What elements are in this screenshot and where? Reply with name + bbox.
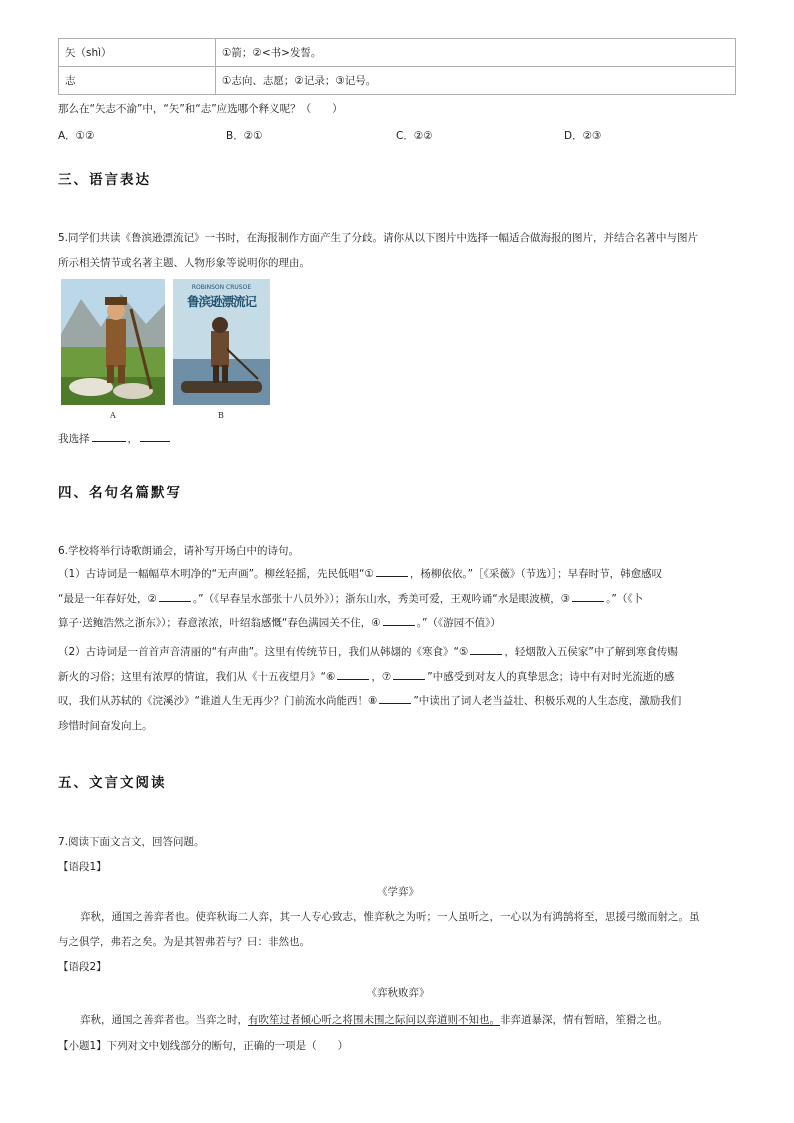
seg1-line-2: 与之俱学，弗若之矣。为是其智弗若与？曰：非然也。 (58, 936, 310, 948)
option-c[interactable]: C．②② (396, 130, 433, 142)
q6-p2-text: 新火的习俗；这里有浓厚的情谊，我们从《十五夜望月》“⑥ (58, 670, 336, 683)
q6-p1-text: “最是一年春好处，② (58, 592, 157, 605)
table-cell-term: 矢（shì） (59, 39, 216, 67)
q6-p2-text: 叹，我们从苏轼的《浣溪沙》“谁道人生无再少？门前流水尚能西！⑧ (58, 695, 378, 707)
blank-6[interactable] (337, 669, 369, 680)
option-a[interactable]: A．①② (58, 130, 95, 142)
q5-line-2: 所示相关情节或名著主题、人物形象等说明你的理由。 (58, 257, 310, 269)
q6-p2-text: （2）古诗词是一首首声音清丽的“有声曲”。这里有传统节日，我们从韩翃的《寒食》“⑤ (58, 646, 469, 658)
caption-a: A (110, 411, 116, 420)
answer-prefix: 我选择 (58, 433, 90, 445)
seg2-underlined-text: 有吹笙过者倾心听之将围未围之际问以弈道则不知也。 (248, 1014, 500, 1026)
seg2-label: 【语段2】 (58, 961, 107, 973)
seg1-title: 《学弈》 (377, 886, 419, 898)
answer-separator: ， (127, 433, 138, 445)
blank-7[interactable] (393, 669, 425, 680)
table-row (59, 67, 736, 95)
book-title: 鲁滨逊漂流记 (186, 294, 256, 309)
poster-image-a[interactable] (61, 279, 165, 405)
poster-image-b[interactable] (173, 279, 270, 405)
q7-intro: 7.阅读下面文言文，回答问题。 (58, 836, 205, 848)
blank-5[interactable] (470, 644, 502, 655)
q6-p1-text: （1）古诗词是一幅幅草木明净的“无声画”。柳丝轻摇，先民低唱“① (58, 568, 374, 580)
q6-intro: 6.学校将举行诗歌朗诵会，请补写开场白中的诗句。 (58, 545, 300, 557)
blank-3[interactable] (572, 591, 604, 602)
option-d[interactable]: D．②③ (564, 130, 602, 142)
q5-line-1: 5.同学们共读《鲁滨逊漂流记》一书时，在海报制作方面产生了分歧。请你从以下图片中选择一幅适合做海报的图片，并结合名著中与图片 (58, 232, 699, 244)
book-subtitle: ROBINSON CRUSOE (191, 284, 252, 291)
q6-p2-text: 珍惜时间奋发向上。 (58, 719, 153, 732)
option-b[interactable]: B．②① (226, 130, 263, 142)
blank-1[interactable] (376, 566, 408, 577)
answer-blank-1[interactable] (92, 431, 126, 442)
section-heading-5: 五、文言文阅读 (58, 775, 167, 791)
q5-answer-line (58, 431, 172, 446)
blank-2[interactable] (159, 591, 191, 602)
sub-question-1: 【小题1】下列对文中划线部分的断句，正确的一项是（ ） (58, 1040, 349, 1052)
q6-p1-text: 算子·送鲍浩然之浙东》）；春意浓浓，叶绍翁感慨“春色满园关不住，④ (58, 617, 381, 629)
table-cell-meaning: ①志向、志愿；②记录；③记号。 (216, 67, 736, 95)
answer-blank-2[interactable] (140, 431, 170, 442)
q6-p1-text: ，杨柳依依。”［《采薇》（节选）］；早春时节，韩愈感叹 (409, 568, 663, 580)
seg1-label: 【语段1】 (58, 861, 107, 873)
blank-8[interactable] (379, 693, 411, 704)
table-row (59, 39, 736, 67)
q6-p2-text: ，⑦ (371, 670, 392, 683)
caption-b: B (218, 411, 224, 420)
section-heading-4: 四、名句名篇默写 (58, 485, 182, 501)
q6-p1-text: 。”（《早春呈水部张十八员外》）；浙东山水，秀美可爱，王观吟诵“水是眼波横，③ (192, 592, 571, 605)
q6-p1-text: 。”（《游园不值》） (416, 617, 501, 629)
q6-p2-text: ”中读出了词人老当益壮、积极乐观的人生态度，激励我们 (413, 695, 682, 707)
q6-p2-text: ，轻烟散入五侯家”中了解到寒食传赐 (504, 646, 678, 658)
seg2-line (80, 1012, 668, 1027)
seg2-text: 弈秋，通国之善弈者也。当弈之时， (80, 1014, 248, 1026)
glossary-table (58, 38, 736, 95)
q6-paragraph-1 (58, 562, 738, 636)
table-cell-term: 志 (59, 67, 216, 95)
section-heading-3: 三、语言表达 (58, 172, 151, 188)
seg1-line-1: 弈秋，通国之善弈者也。使弈秋诲二人弈，其一人专心致志，惟弈秋之为听；一人虽听之，一心以为有鸿鹄将至，思援弓缴而射之。虽 (80, 911, 700, 923)
q6-p1-text: 。”（《卜 (606, 592, 644, 605)
blank-4[interactable] (383, 615, 415, 626)
q6-p2-text: ”中感受到对友人的真挚思念；诗中有对时光流逝的感 (427, 670, 675, 683)
table-cell-meaning: ①箭；②<书>发誓。 (216, 39, 736, 67)
question-line: 那么在“矢志不渝”中，“矢”和“志”应选哪个释义呢？（ ） (58, 103, 343, 115)
q6-paragraph-2 (58, 640, 738, 738)
seg2-title: 《弈秋败弈》 (366, 987, 430, 999)
seg2-text: 非弈道暴深，情有暂暗，笙猾之也。 (500, 1014, 668, 1026)
